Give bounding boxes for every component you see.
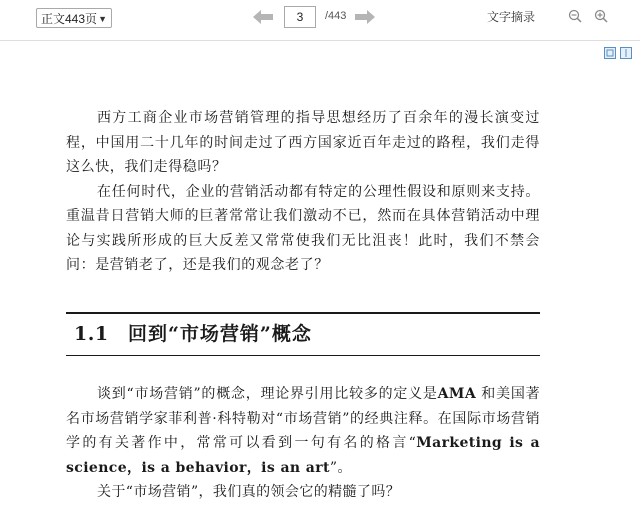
double-page-view-button[interactable] (620, 44, 632, 56)
page-select[interactable] (36, 8, 112, 28)
paragraph-3-start: 谈到“市场营销”的概念，理论界引用比较多的定义是 (97, 386, 438, 402)
prev-page-button[interactable] (252, 8, 274, 26)
paragraph-3-quote: Marketing is a science，is a behavior，is an art (66, 435, 540, 476)
paragraph-1: 西方工商企业市场营销管理的指导思想经历了百余年的漫长演变过程，中国用二十几年的时间走过了西方国家近百年走过的路程，我们走得这么快，我们走得稳吗？ (66, 110, 540, 175)
arrow-right-icon (355, 10, 375, 24)
current-page-input[interactable]: 3 (284, 6, 316, 28)
zoom-in-button[interactable] (594, 9, 608, 23)
page-select-value: 正文443页 (41, 12, 98, 26)
paragraph-4: 关于“市场营销”，我们真的领会它的精髓了吗？ (97, 484, 401, 500)
document-text-block-2 (66, 382, 540, 505)
single-page-icon (604, 47, 616, 59)
section-heading (66, 312, 540, 356)
paragraph-3-mid: 和美国著名市场营销学家菲利普·科特勒对“市场营销”的经典注释。在国际市场营销学的有关著作中，常常可以看到一句有名的格言“ (66, 386, 541, 451)
double-page-icon (620, 47, 632, 59)
paragraph-3 (66, 382, 540, 480)
section-title: 回到“市场营销”概念 (128, 323, 312, 345)
paragraph-3-ama: AMA (437, 386, 477, 402)
single-page-view-button[interactable] (604, 44, 616, 56)
total-pages: /443 (325, 10, 347, 22)
zoom-in-icon (594, 9, 608, 23)
next-page-button[interactable] (354, 8, 376, 26)
paragraph-2: 在任何时代，企业的营销活动都有特定的公理性假设和原则来支持。重温昔日营销大师的巨著常常让我们激动不已，然而在具体营销活动中理论与实践所形成的巨大反差又常常使我们无比沮丧！此时，我们不禁会问：是营销老了，还是我们的观念老了？ (66, 183, 540, 273)
arrow-left-icon (253, 10, 273, 24)
chevron-down-icon: ▼ (98, 14, 107, 24)
reader-toolbar (0, 0, 640, 41)
section-number: 1.1 (74, 323, 109, 345)
zoom-out-button[interactable] (568, 9, 582, 23)
zoom-out-icon (568, 9, 582, 23)
document-text-block-1 (66, 106, 540, 278)
text-extract-button[interactable]: 文字摘录 (487, 10, 536, 24)
paragraph-3-end: ”。 (329, 459, 352, 476)
